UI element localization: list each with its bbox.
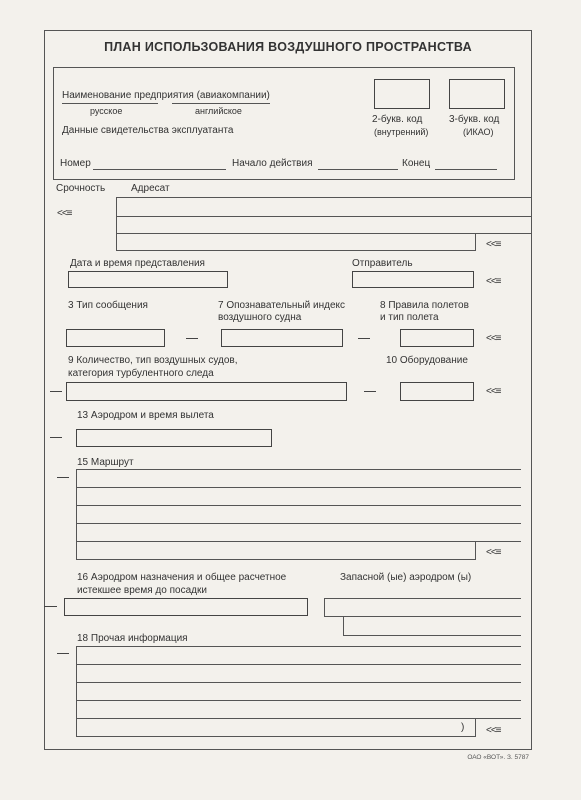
end-of-line-arrow: <<≡ (486, 276, 501, 287)
other-info-line (76, 646, 521, 647)
f18-label: 18 Прочая информация (77, 633, 188, 644)
separator-dash (358, 338, 370, 339)
route-line (76, 487, 521, 488)
separator-dash (186, 338, 198, 339)
f8-label-line1: 8 Правила полетов (380, 300, 469, 311)
f9-label-line2: категория турбулентного следа (68, 368, 214, 379)
alternate-line (324, 616, 521, 617)
end-of-line-arrow: <<≡ (486, 547, 501, 558)
f7-label-line2: воздушного судна (218, 312, 302, 323)
other-info-line (76, 664, 521, 665)
f3-message-type-field[interactable] (66, 329, 165, 347)
other-info-border (76, 646, 77, 737)
closing-parenthesis: ) (461, 722, 465, 733)
number-field[interactable] (93, 169, 226, 170)
separator-dash (50, 391, 62, 392)
f8-flight-rules-field[interactable] (400, 329, 474, 347)
f3-label: 3 Тип сообщения (68, 300, 148, 311)
route-line (76, 559, 476, 560)
route-line (76, 505, 521, 506)
addressee-line (116, 233, 531, 234)
start-field[interactable] (318, 169, 398, 170)
f13-departure-field[interactable] (76, 429, 272, 447)
addressee-line (116, 197, 531, 198)
start-of-message-arrow: <<≡ (57, 208, 72, 219)
alternate-line (343, 635, 521, 636)
addressee-line (116, 250, 476, 251)
f10-equipment-field[interactable] (400, 382, 474, 401)
route-line (76, 469, 521, 470)
russian-label: русское (90, 106, 123, 116)
other-info-line (76, 700, 521, 701)
f16-label-line1: 16 Аэродром назначения и общее расчетное (77, 572, 287, 583)
f8-label-line2: и тип полета (380, 312, 439, 323)
datetime-label: Дата и время представления (70, 258, 205, 269)
route-line (76, 541, 521, 542)
code3-label: 3-букв. код (449, 114, 500, 125)
russian-name-field[interactable] (62, 103, 158, 104)
end-of-line-arrow: <<≡ (486, 333, 501, 344)
operator-cert-label: Данные свидетельства эксплуатанта (62, 125, 234, 136)
datetime-field[interactable] (68, 271, 228, 288)
separator-dash (57, 653, 69, 654)
end-field[interactable] (435, 169, 497, 170)
alternate-label: Запасной (ые) аэродром (ы) (340, 572, 472, 583)
route-border (76, 469, 77, 560)
route-border (475, 541, 476, 560)
addressee-border (475, 233, 476, 251)
code2-label: 2-букв. код (372, 114, 423, 125)
f13-label: 13 Аэродром и время вылета (77, 410, 214, 421)
code3-sublabel: (ИКАО) (463, 127, 494, 137)
other-info-line (76, 682, 521, 683)
print-footer: ОАО «ВОТ». З. 5787 (467, 754, 529, 761)
f10-label: 10 Оборудование (386, 355, 468, 366)
end-label: Конец (402, 158, 431, 169)
alternate-line (324, 598, 521, 599)
addressee-line (116, 216, 531, 217)
english-name-field[interactable] (172, 103, 270, 104)
sender-label: Отправитель (352, 258, 413, 269)
code2-sublabel: (внутренний) (374, 127, 429, 137)
priority-label: Срочность (56, 183, 106, 194)
other-info-line (76, 718, 521, 719)
code3-box[interactable] (449, 79, 505, 109)
f15-label: 15 Маршрут (77, 457, 134, 468)
separator-dash (44, 606, 57, 607)
alternate-border (324, 598, 325, 617)
f9-aircraft-type-field[interactable] (66, 382, 347, 401)
code2-box[interactable] (374, 79, 430, 109)
separator-dash (364, 391, 376, 392)
f7-aircraft-id-field[interactable] (221, 329, 343, 347)
addressee-label: Адресат (131, 183, 170, 194)
form-title: ПЛАН ИСПОЛЬЗОВАНИЯ ВОЗДУШНОГО ПРОСТРАНСТВА (104, 40, 472, 54)
end-of-line-arrow: <<≡ (486, 386, 501, 397)
start-label: Начало действия (232, 158, 313, 169)
other-info-line (76, 736, 476, 737)
end-of-line-arrow: <<≡ (486, 239, 501, 250)
number-label: Номер (60, 158, 91, 169)
route-line (76, 523, 521, 524)
separator-dash (50, 437, 62, 438)
f9-label-line1: 9 Количество, тип воздушных судов, (68, 355, 238, 366)
f16-label-line2: истекшее время до посадки (77, 585, 207, 596)
f16-destination-field[interactable] (64, 598, 308, 616)
other-info-border (475, 718, 476, 737)
english-label: английское (195, 106, 242, 116)
end-of-message-arrow: <<≡ (486, 725, 501, 736)
company-name-label: Наименование предприятия (авиакомпании) (62, 90, 270, 101)
f7-label-line1: 7 Опознавательный индекс (218, 300, 346, 311)
separator-dash (57, 477, 69, 478)
addressee-border (116, 197, 117, 251)
sender-field[interactable] (352, 271, 474, 288)
alternate-border (343, 616, 344, 636)
